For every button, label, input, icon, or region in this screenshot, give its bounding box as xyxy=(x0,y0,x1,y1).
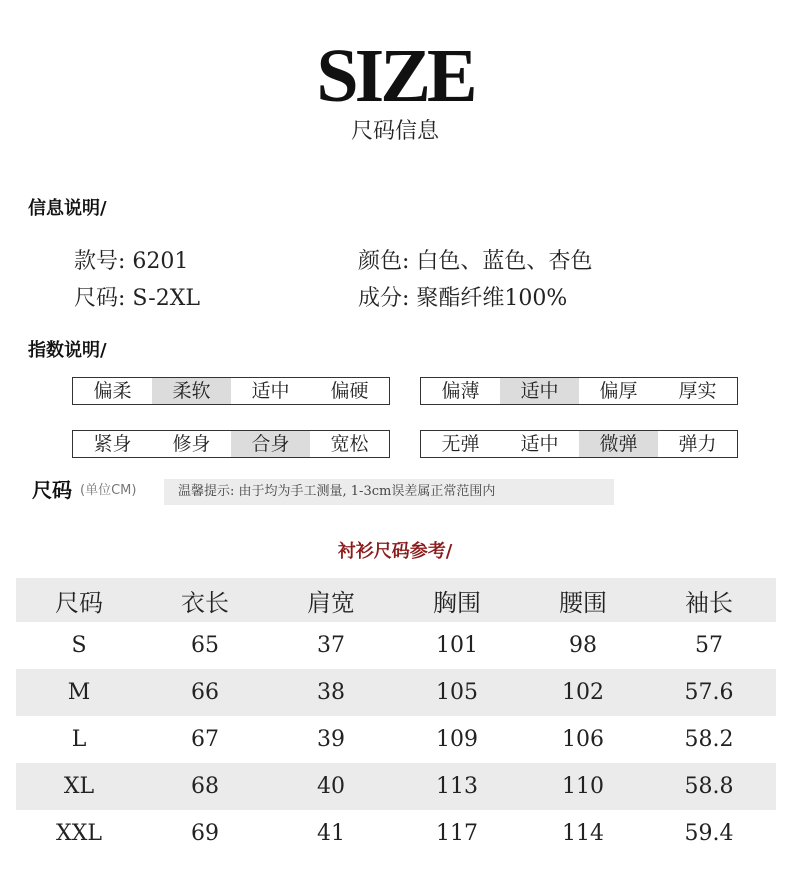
table-cell: 67 xyxy=(191,727,219,752)
material-label: 成分: xyxy=(358,286,410,311)
size-table xyxy=(16,578,776,857)
scale-option: 修身 xyxy=(172,433,211,455)
style-number xyxy=(74,248,188,276)
size-range xyxy=(74,285,200,313)
table-row xyxy=(16,669,776,716)
table-cell: 65 xyxy=(191,633,219,658)
column-header: 尺码 xyxy=(55,588,103,617)
table-cell: 38 xyxy=(317,680,345,705)
table-cell: 109 xyxy=(436,727,478,752)
scale-option: 合身 xyxy=(231,431,310,457)
index-section-heading: 指数说明/ xyxy=(28,340,107,361)
scale-option: 柔软 xyxy=(152,378,231,404)
table-cell: 69 xyxy=(191,821,219,846)
column-header: 袖长 xyxy=(685,588,733,617)
table-cell: 57.6 xyxy=(684,680,734,705)
size-table-title: 衬衫尺码参考/ xyxy=(337,541,453,562)
table-cell: 117 xyxy=(436,821,478,846)
table-cell: S xyxy=(71,633,87,658)
table-cell: XL xyxy=(63,774,95,799)
scale-option: 偏柔 xyxy=(93,380,132,402)
table-cell: 37 xyxy=(317,633,345,658)
table-row xyxy=(16,622,776,669)
table-row xyxy=(16,810,776,857)
unit-label: (单位CM) xyxy=(80,483,137,498)
scale-option: 偏硬 xyxy=(330,380,369,402)
table-cell: 58.2 xyxy=(684,727,734,752)
size-range-value: S-2XL xyxy=(132,286,201,311)
table-cell: M xyxy=(67,680,91,705)
size-range-label: 尺码: xyxy=(74,286,126,311)
elasticity-scale xyxy=(420,430,738,458)
table-cell: 59.4 xyxy=(684,821,734,846)
table-cell: 66 xyxy=(191,680,219,705)
scale-option: 无弹 xyxy=(441,433,480,455)
table-header-row xyxy=(16,578,776,622)
table-cell: 106 xyxy=(562,727,604,752)
table-cell: 114 xyxy=(562,821,604,846)
table-cell: 101 xyxy=(436,633,478,658)
table-cell: 113 xyxy=(436,774,478,799)
table-cell: 41 xyxy=(317,821,345,846)
table-cell: XXL xyxy=(56,821,102,846)
color-info xyxy=(358,248,592,276)
scale-option: 适中 xyxy=(500,378,579,404)
scale-option: 厚实 xyxy=(678,380,717,402)
column-header: 肩宽 xyxy=(307,588,355,617)
column-header: 衣长 xyxy=(181,588,229,617)
style-number-value: 6201 xyxy=(132,249,189,274)
column-header: 腰围 xyxy=(559,588,607,617)
color-label: 颜色: xyxy=(358,249,410,274)
thickness-scale xyxy=(420,377,738,405)
column-header: 胸围 xyxy=(433,588,481,617)
size-note-label: 尺码 xyxy=(32,478,72,502)
table-cell: 68 xyxy=(191,774,219,799)
scale-option: 弹力 xyxy=(678,433,717,455)
color-value: 白色、蓝色、杏色 xyxy=(416,249,593,274)
scale-option: 偏薄 xyxy=(441,380,480,402)
style-number-label: 款号: xyxy=(74,249,126,274)
table-cell: 110 xyxy=(562,774,604,799)
info-section-heading: 信息说明/ xyxy=(28,198,107,219)
measurement-tip: 温馨提示: 由于均为手工测量, 1-3cm误差属正常范围内 xyxy=(164,479,614,505)
scale-option: 宽松 xyxy=(330,433,369,455)
material-value: 聚酯纤维100% xyxy=(416,286,568,311)
table-cell: 102 xyxy=(562,680,604,705)
table-cell: L xyxy=(71,727,87,752)
table-row xyxy=(16,763,776,810)
page-title: SIZE xyxy=(316,34,474,118)
material-info xyxy=(358,285,567,313)
softness-scale xyxy=(72,377,390,405)
table-cell: 105 xyxy=(436,680,478,705)
page-subtitle: 尺码信息 xyxy=(350,119,439,144)
table-cell: 40 xyxy=(317,774,345,799)
scale-option: 适中 xyxy=(251,380,290,402)
table-cell: 98 xyxy=(569,633,597,658)
scale-option: 紧身 xyxy=(93,433,132,455)
table-cell: 57 xyxy=(695,633,723,658)
table-cell: 58.8 xyxy=(684,774,734,799)
scale-option: 偏厚 xyxy=(599,380,638,402)
scale-option: 适中 xyxy=(520,433,559,455)
scale-option: 微弹 xyxy=(579,431,658,457)
table-cell: 39 xyxy=(317,727,345,752)
fit-scale xyxy=(72,430,390,458)
table-row xyxy=(16,716,776,763)
